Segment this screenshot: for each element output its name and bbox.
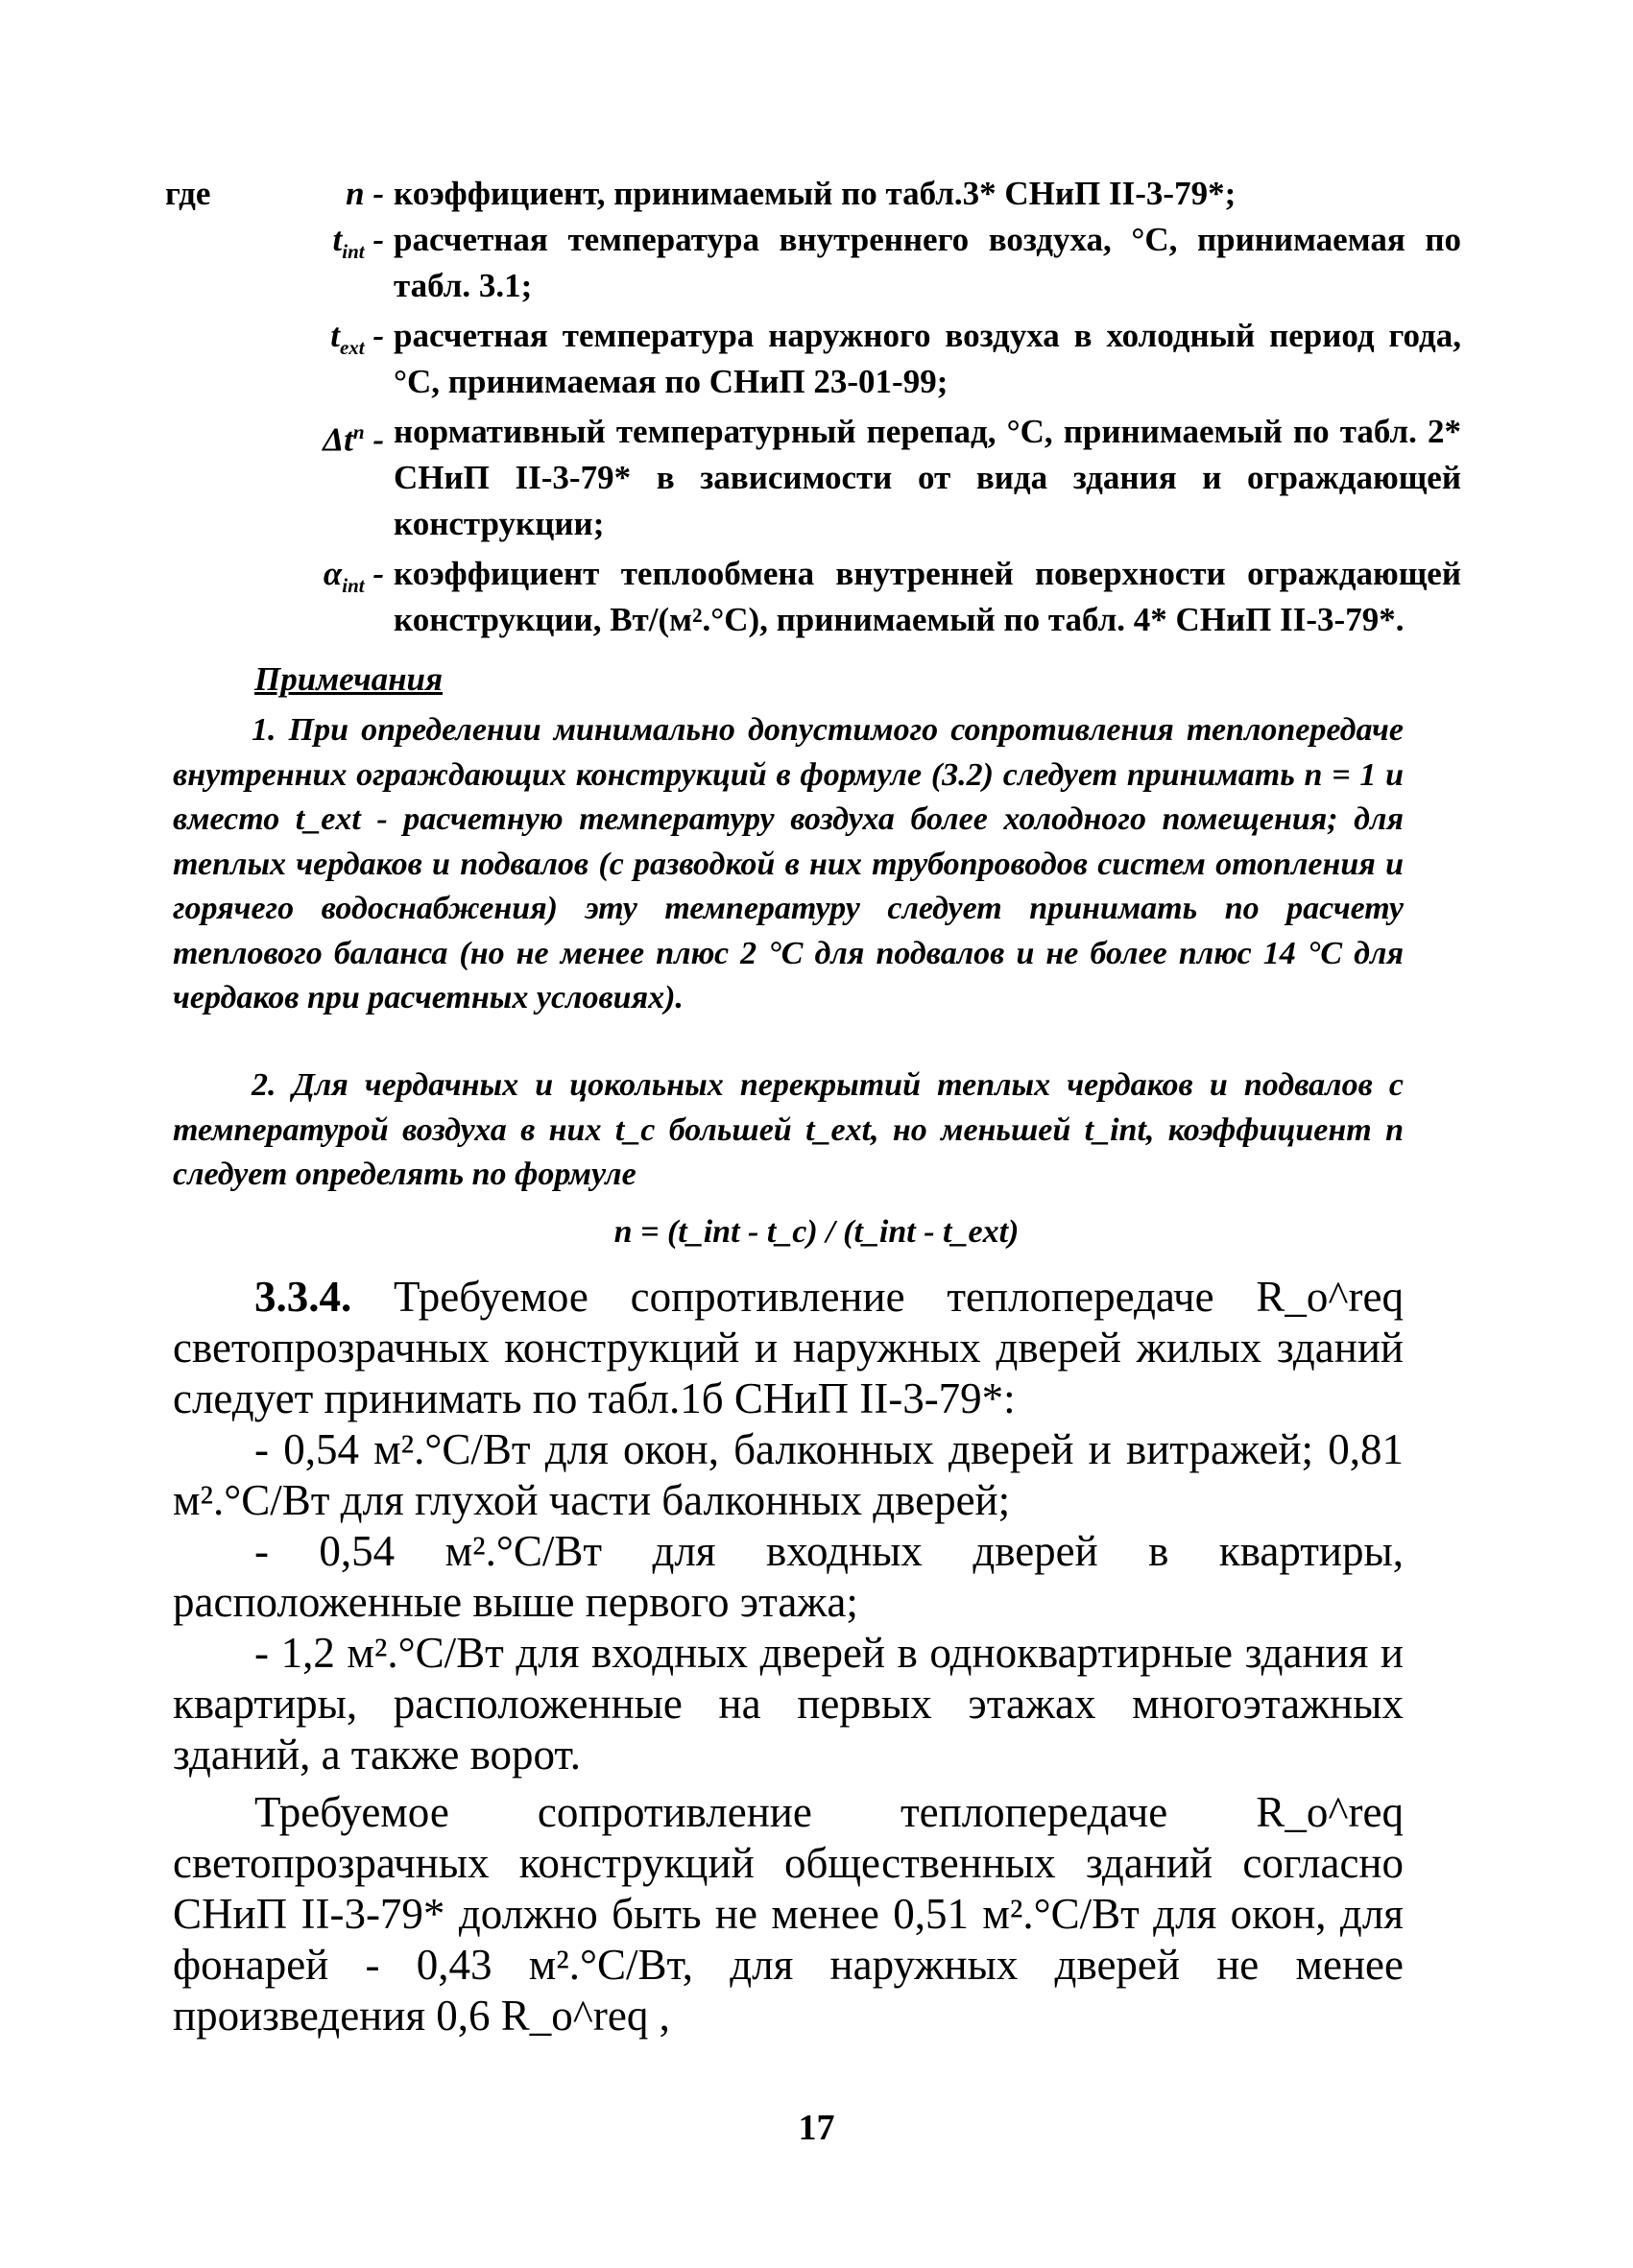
definition-symbol: $t_{ext}$ - (330, 317, 384, 359)
definition-row (165, 313, 1461, 405)
definition-lead: где (165, 175, 211, 212)
list-item: - 1,2 м².°С/Вт для входных дверей в одноквартирные здания и квартиры, расположенные на первых этажах многоэтажных зданий, а также ворот. (173, 1629, 1404, 1779)
definition-row (165, 171, 1461, 217)
definition-text: нормативный температурный перепад, °С, принимаемый по табл. 2* СНиП II-3-79* в зависимости от вида здания и ограждающей конструкции; (394, 413, 1461, 542)
definition-text: расчетная температура наружного воздуха в холодный период года, °С, принимаемая по СНиП 23-01-99; (394, 317, 1461, 400)
notes-heading: Примечания (254, 660, 444, 698)
section-intro: Требуемое сопротивление теплопередаче R_o^req светопрозрачных конструкций и наружных дверей жилых зданий следует принимать по табл.1б СНиП II-3-79*: (173, 1273, 1404, 1422)
list-item: - 0,54 м².°С/Вт для входных дверей в квартиры, расположенные выше первого этажа; (173, 1527, 1404, 1626)
section-number: 3.3.4. (254, 1273, 352, 1321)
page-number: 17 (798, 2108, 835, 2148)
note-1: 1. При определении минимально допустимого сопротивления теплопередаче внутренних ограждающих конструкций в формуле (3.2) следует принимать n = 1 и вместо t_ext - расчетную температуру воздуха более холодного помещения; для теплых чердаков и подвалов (с разводкой в них трубопроводов систем отопления и горячего водоснабжения) эту температуру следует принимать по расчету теплового баланса (но не менее плюс 2 °С для подвалов и не более плюс 14 °С для чердаков при расчетных условиях). (173, 712, 1404, 1015)
list-item: - 0,54 м².°С/Вт для окон, балконных дверей и витражей; 0,81 м².°С/Вт для глухой части балконных дверей; (173, 1425, 1404, 1524)
definition-text: расчетная температура внутреннего воздуха, °С, принимаемая по табл. 3.1; (394, 221, 1461, 304)
definition-symbol: $\alpha_{int}$ - (323, 555, 384, 597)
definition-symbol: $\Delta t^n$ - (323, 420, 384, 459)
formula: n = (t_int - t_c) / (t_int - t_ext) (613, 1214, 1020, 1250)
section-paragraph (173, 1272, 1404, 1424)
definition-row (165, 409, 1461, 547)
note-2: 2. Для чердачных и цокольных перекрытий теплых чердаков и подвалов с температурой воздуха в них t_c большей t_ext, но меньшей t_int, коэффициент n следует определять по формуле (173, 1067, 1404, 1192)
definition-row (165, 551, 1461, 643)
definition-symbol: $t_{int}$ - (332, 221, 384, 263)
definition-text: коэффициент, принимаемый по табл.3* СНиП II-3-79*; (394, 175, 1237, 212)
definition-text: коэффициент теплообмена внутренней поверхности ограждающей конструкции, Вт/(м².°С), принимаемый по табл. 4* СНиП II-3-79*. (394, 555, 1461, 638)
definition-row (165, 217, 1461, 309)
definition-symbol: n - (346, 175, 384, 212)
public-buildings-paragraph: Требуемое сопротивление теплопередаче R_o^req светопрозрачных конструкций общественных зданий согласно СНиП II-3-79* должно быть не менее 0,51 м².°С/Вт для окон, для фонарей - 0,43 м².°С/Вт, для наружных дверей не менее произведения 0,6 R_o^req , (173, 1788, 1404, 2040)
symbol-definitions (165, 171, 1461, 643)
